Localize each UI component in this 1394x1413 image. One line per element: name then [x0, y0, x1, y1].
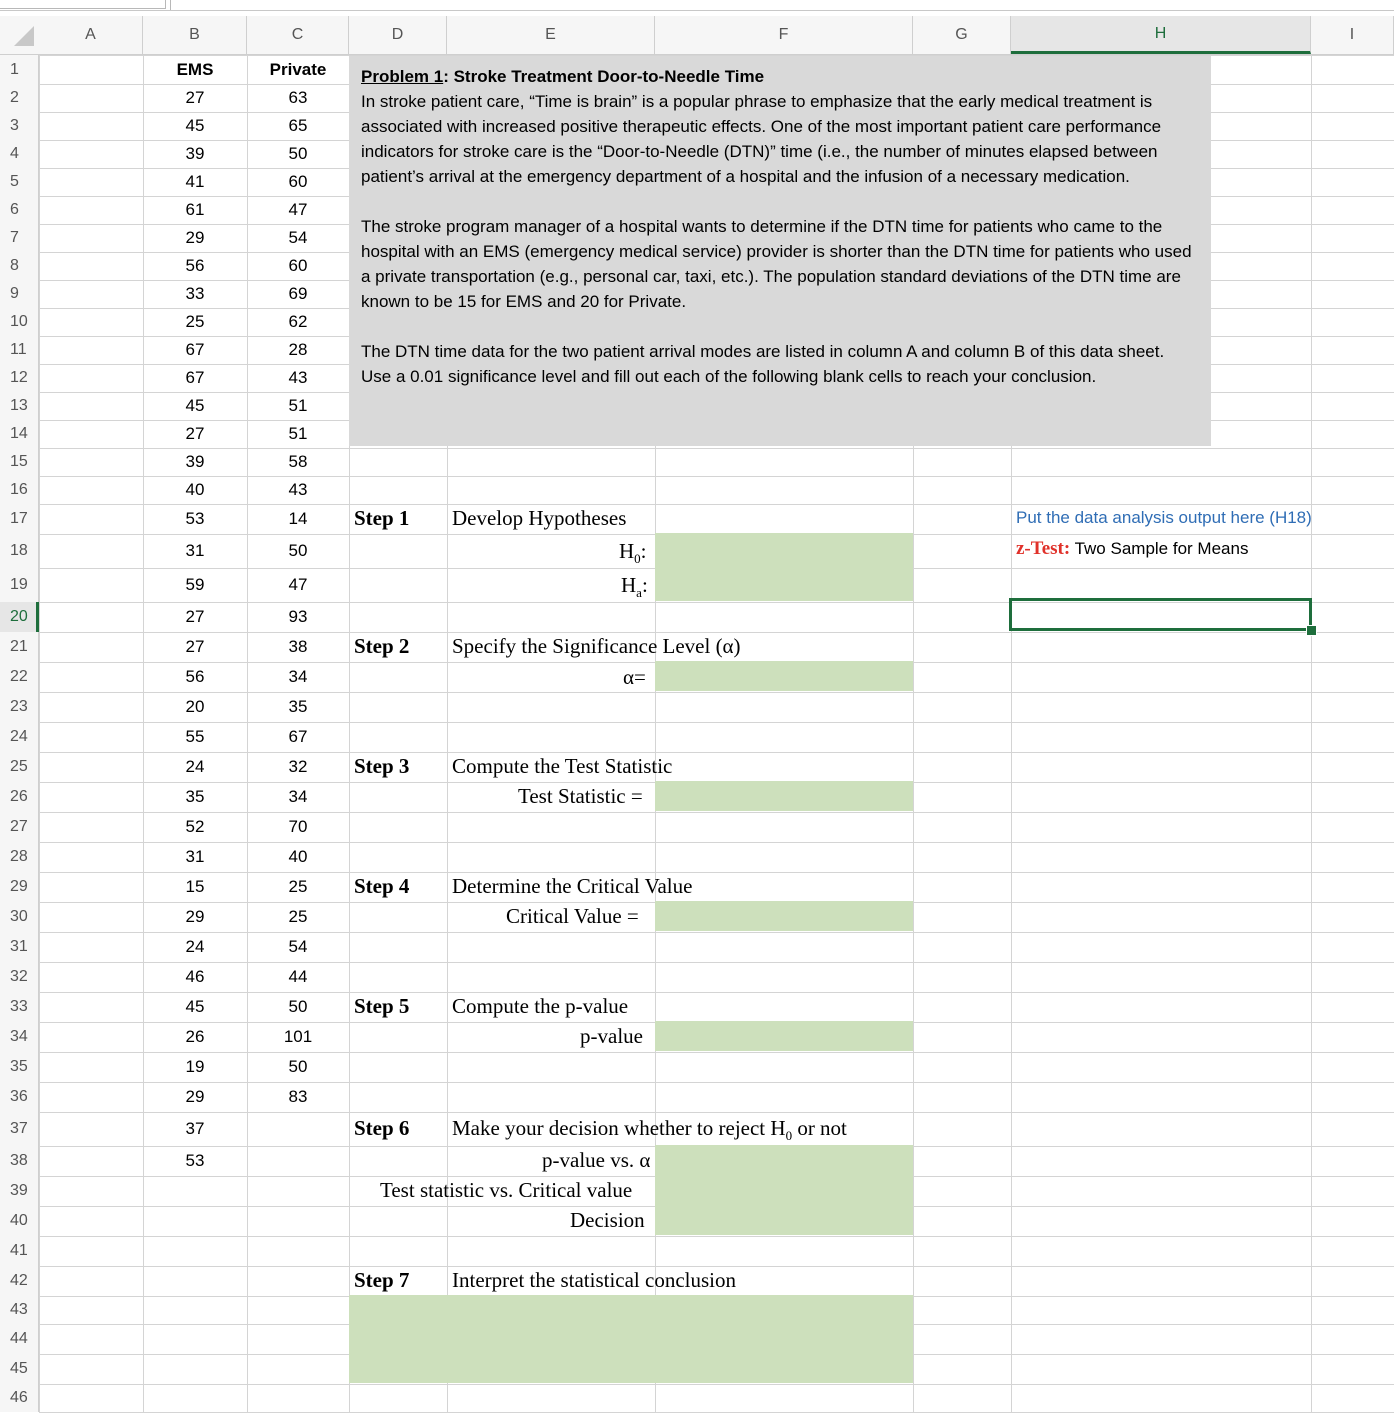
- private-value-cell[interactable]: 32: [288, 757, 308, 776]
- private-value-cell[interactable]: 25: [288, 877, 308, 896]
- problem-description: [349, 56, 1211, 446]
- private-value-cell[interactable]: 65: [288, 116, 308, 135]
- ems-value-cell[interactable]: 25: [185, 312, 205, 331]
- critical-value-input-cell[interactable]: [655, 901, 913, 931]
- ems-value-cell[interactable]: 55: [185, 727, 205, 746]
- problem-paragraph-2: The stroke program manager of a hospital wants to determine if the DTN time for patients who came to the hospital with an EMS (emergency medical service) provider is shorter than the DTN time for patients who used a private transportation (e.g., personal car, taxi, etc.). The population standard deviations of the DTN time are known to be 15 for EMS and 20 for Private.: [361, 217, 1192, 311]
- ems-value-cell[interactable]: 67: [185, 368, 205, 387]
- private-value-cell[interactable]: 47: [288, 575, 308, 594]
- row-header-40[interactable]: 40: [0, 1206, 39, 1236]
- step3-title: Compute the Test Statistic: [452, 754, 673, 778]
- row-header-15[interactable]: 15: [0, 448, 39, 476]
- problem-paragraph-1: In stroke patient care, “Time is brain” is a popular phrase to emphasize that the early medical treatment is associated with increased positive therapeutic effects. One of the most important patient care performance indicators for stroke care is the “Door-to-Needle (DTN)” time (i.e., the number of minutes elapsed between patient’s arrival at the emergency department of a hospital and the infusion of a necessary medication.: [361, 92, 1162, 186]
- ems-value-cell[interactable]: 40: [185, 480, 205, 499]
- step5-label: Step 5: [354, 994, 410, 1018]
- p-value-input-cell[interactable]: [655, 1021, 913, 1051]
- private-value-cell[interactable]: 50: [288, 997, 308, 1016]
- ha-colon: :: [641, 573, 648, 597]
- private-value-cell[interactable]: 54: [288, 228, 308, 247]
- row-header-23[interactable]: 23: [0, 692, 39, 722]
- test-statistic-label: Test Statistic =: [518, 784, 643, 808]
- column-header-b[interactable]: B: [143, 16, 247, 54]
- row-header-30[interactable]: 30: [0, 902, 39, 932]
- step1-label: Step 1: [354, 506, 410, 530]
- private-value-cell[interactable]: 50: [288, 1057, 308, 1076]
- row-header-22[interactable]: 22: [0, 662, 39, 692]
- row-header-38[interactable]: 38: [0, 1146, 39, 1176]
- row-header-32[interactable]: 32: [0, 962, 39, 992]
- ems-value-cell[interactable]: 35: [185, 787, 205, 806]
- grid-hline: [39, 1266, 1394, 1267]
- ems-value-cell[interactable]: 27: [185, 88, 205, 107]
- step7-label: Step 7: [354, 1268, 410, 1292]
- ems-value-cell[interactable]: 24: [185, 937, 205, 956]
- row-header-10[interactable]: 10: [0, 308, 39, 336]
- private-value-cell[interactable]: 28: [288, 340, 308, 359]
- row-header-24[interactable]: 24: [0, 722, 39, 752]
- step2-title: Specify the Significance Level (α): [452, 634, 741, 658]
- ems-value-cell[interactable]: 56: [185, 667, 205, 686]
- ems-value-cell[interactable]: 27: [185, 424, 205, 443]
- column-header-e[interactable]: E: [447, 16, 655, 54]
- private-value-cell[interactable]: 43: [288, 480, 308, 499]
- ems-value-cell[interactable]: 24: [185, 757, 205, 776]
- ems-value-cell[interactable]: 29: [185, 1087, 205, 1106]
- private-value-cell[interactable]: 70: [288, 817, 308, 836]
- row-header-31[interactable]: 31: [0, 932, 39, 962]
- grid-vline: [39, 55, 40, 1412]
- ems-value-cell[interactable]: 67: [185, 340, 205, 359]
- ztest-header: [1016, 538, 1248, 560]
- row-header-27[interactable]: 27: [0, 812, 39, 842]
- row-header-12[interactable]: 12: [0, 364, 39, 392]
- step4-label: Step 4: [354, 874, 410, 898]
- ztest-label: z-Test:: [1016, 538, 1071, 559]
- row-header-25[interactable]: 25: [0, 752, 39, 782]
- step6-title-subscript: 0: [785, 1128, 793, 1144]
- step6-title-post: or not: [792, 1116, 847, 1140]
- ems-value-cell[interactable]: 61: [185, 200, 205, 219]
- ems-value-cell[interactable]: 41: [185, 172, 205, 191]
- h0-input-cell[interactable]: [655, 533, 913, 601]
- ems-value-cell[interactable]: 27: [185, 637, 205, 656]
- column-header-d[interactable]: D: [349, 16, 447, 54]
- row-header-1[interactable]: 1: [0, 55, 39, 84]
- row-header-41[interactable]: 41: [0, 1236, 39, 1266]
- row-header-28[interactable]: 28: [0, 842, 39, 872]
- h0-letter: H: [619, 539, 635, 563]
- private-value-cell[interactable]: 51: [288, 424, 308, 443]
- row-header-35[interactable]: 35: [0, 1052, 39, 1082]
- ems-value-cell[interactable]: 45: [185, 116, 205, 135]
- decision-label: Decision: [570, 1208, 645, 1232]
- row-header-4[interactable]: 4: [0, 140, 39, 168]
- ha-label: [621, 573, 648, 601]
- row-header-19[interactable]: 19: [0, 568, 39, 602]
- output-instruction: Put the data analysis output here (H18): [1016, 508, 1312, 527]
- ems-value-cell[interactable]: 33: [185, 284, 205, 303]
- ems-value-cell[interactable]: 15: [185, 877, 205, 896]
- private-value-cell[interactable]: 47: [288, 200, 308, 219]
- ems-value-cell[interactable]: 45: [185, 997, 205, 1016]
- ems-value-cell[interactable]: 56: [185, 256, 205, 275]
- ems-value-cell[interactable]: 20: [185, 697, 205, 716]
- private-value-cell[interactable]: 60: [288, 256, 308, 275]
- private-value-cell[interactable]: 40: [288, 847, 308, 866]
- row-header-37[interactable]: 37: [0, 1112, 39, 1146]
- row-header-5[interactable]: 5: [0, 168, 39, 196]
- private-value-cell[interactable]: 35: [288, 697, 308, 716]
- ems-value-cell[interactable]: 29: [185, 228, 205, 247]
- private-value-cell[interactable]: 83: [288, 1087, 308, 1106]
- ha-subscript: a: [636, 585, 642, 601]
- column-header-f[interactable]: F: [655, 16, 913, 54]
- stat-vs-critical-label: Test statistic vs. Critical value: [380, 1178, 633, 1202]
- private-value-cell[interactable]: 93: [288, 607, 308, 626]
- row-header-21[interactable]: 21: [0, 632, 39, 662]
- ems-value-cell[interactable]: 26: [185, 1027, 205, 1046]
- private-value-cell[interactable]: 67: [288, 727, 308, 746]
- h0-colon: :: [640, 539, 647, 563]
- row-header-3[interactable]: 3: [0, 112, 39, 140]
- column-header-g[interactable]: G: [913, 16, 1011, 54]
- grid-hline: [39, 1236, 1394, 1237]
- step5-title: Compute the p-value: [452, 994, 629, 1018]
- ha-letter: H: [621, 573, 637, 597]
- private-value-cell[interactable]: 34: [288, 667, 308, 686]
- row-header-6[interactable]: 6: [0, 196, 39, 224]
- ems-value-cell[interactable]: 29: [185, 907, 205, 926]
- ems-value-cell[interactable]: 53: [185, 509, 205, 528]
- private-value-cell[interactable]: 62: [288, 312, 308, 331]
- private-value-cell[interactable]: 50: [288, 144, 308, 163]
- row-header-26[interactable]: 26: [0, 782, 39, 812]
- private-value-cell[interactable]: 54: [288, 937, 308, 956]
- active-cell-h20[interactable]: [1009, 598, 1312, 631]
- pvalue-vs-alpha-label: p-value vs. α: [542, 1148, 651, 1172]
- step6-label: Step 6: [354, 1116, 410, 1140]
- private-value-cell[interactable]: 14: [288, 509, 308, 528]
- grid-hline: [39, 1384, 1394, 1385]
- select-all-triangle-icon: [14, 26, 34, 46]
- p-value-label: p-value: [580, 1024, 643, 1048]
- private-value-cell[interactable]: 34: [288, 787, 308, 806]
- row-header-8[interactable]: 8: [0, 252, 39, 280]
- column-header-h[interactable]: H: [1011, 16, 1311, 54]
- problem-paragraph-3: The DTN time data for the two patient arrival modes are listed in column A and column B of this data sheet. Use a 0.01 significance level and fill out each of the following blank cells to reach your conclusion.: [361, 342, 1165, 386]
- row-header-2[interactable]: 2: [0, 84, 39, 112]
- row-header-20[interactable]: 20: [0, 602, 39, 632]
- ems-value-cell[interactable]: 46: [185, 967, 205, 986]
- row-header-17[interactable]: 17: [0, 504, 39, 534]
- private-value-cell[interactable]: 38: [288, 637, 308, 656]
- row-header-43[interactable]: 43: [0, 1296, 39, 1324]
- ems-value-cell[interactable]: 31: [185, 847, 205, 866]
- row-header-44[interactable]: 44: [0, 1324, 39, 1354]
- ems-value-cell[interactable]: 37: [185, 1119, 205, 1138]
- problem-title-rest: : Stroke Treatment Door-to-Needle Time: [443, 67, 765, 86]
- private-value-cell[interactable]: 63: [288, 88, 308, 107]
- column-header-c[interactable]: C: [247, 16, 349, 54]
- step6-title: [452, 1116, 847, 1144]
- row-header-46[interactable]: 46: [0, 1384, 39, 1412]
- row-header-29[interactable]: 29: [0, 872, 39, 902]
- row-header-42[interactable]: 42: [0, 1266, 39, 1296]
- private-value-cell[interactable]: 101: [283, 1027, 313, 1046]
- private-value-cell[interactable]: 43: [288, 368, 308, 387]
- row-header-45[interactable]: 45: [0, 1354, 39, 1384]
- fill-handle[interactable]: [1306, 625, 1317, 636]
- test-statistic-input-cell[interactable]: [655, 781, 913, 811]
- critical-value-label: Critical Value =: [506, 904, 639, 928]
- ztest-rest: Two Sample for Means: [1070, 539, 1249, 558]
- grid-vline: [1311, 55, 1312, 1412]
- ems-value-cell[interactable]: 31: [185, 541, 205, 560]
- ems-value-cell[interactable]: 45: [185, 396, 205, 415]
- ems-value-cell[interactable]: 53: [185, 1151, 205, 1170]
- problem-title: [361, 64, 1199, 89]
- ems-value-cell[interactable]: 59: [185, 575, 205, 594]
- problem-title-prefix: Problem 1: [361, 67, 444, 86]
- row-header-11[interactable]: 11: [0, 336, 39, 364]
- alpha-input-cell[interactable]: [655, 661, 913, 691]
- private-value-cell[interactable]: 50: [288, 541, 308, 560]
- step4-title: Determine the Critical Value: [452, 874, 693, 898]
- private-value-cell[interactable]: 69: [288, 284, 308, 303]
- row-header-18[interactable]: 18: [0, 534, 39, 568]
- step3-label: Step 3: [354, 754, 410, 778]
- row-header-7[interactable]: 7: [0, 224, 39, 252]
- ems-value-cell[interactable]: 27: [185, 607, 205, 626]
- ems-value-cell[interactable]: 19: [185, 1057, 205, 1076]
- row-header-34[interactable]: 34: [0, 1022, 39, 1052]
- decision-input-cell[interactable]: [655, 1145, 913, 1235]
- private-value-cell[interactable]: 44: [288, 967, 308, 986]
- row-header-13[interactable]: 13: [0, 392, 39, 420]
- row-header-39[interactable]: 39: [0, 1176, 39, 1206]
- ems-value-cell[interactable]: 39: [185, 452, 205, 471]
- private-value-cell[interactable]: 60: [288, 172, 308, 191]
- column-header-a[interactable]: A: [39, 16, 143, 54]
- private-header-cell[interactable]: Private: [269, 59, 327, 79]
- h0-subscript: 0: [634, 551, 641, 567]
- private-value-cell[interactable]: 58: [288, 452, 308, 471]
- h0-label: [619, 539, 647, 567]
- alpha-label: α=: [623, 665, 646, 689]
- step2-label: Step 2: [354, 634, 410, 658]
- step7-title: Interpret the statistical conclusion: [452, 1268, 736, 1292]
- ems-header-cell[interactable]: EMS: [176, 59, 214, 79]
- row-header-33[interactable]: 33: [0, 992, 39, 1022]
- private-value-cell[interactable]: 25: [288, 907, 308, 926]
- column-header-i[interactable]: I: [1311, 16, 1394, 54]
- step6-title-pre: Make your decision whether to reject H: [452, 1116, 786, 1140]
- row-header-36[interactable]: 36: [0, 1082, 39, 1112]
- step1-title: Develop Hypotheses: [452, 506, 627, 530]
- private-value-cell[interactable]: 51: [288, 396, 308, 415]
- ems-value-cell[interactable]: 39: [185, 144, 205, 163]
- ems-value-cell[interactable]: 52: [185, 817, 205, 836]
- row-header-16[interactable]: 16: [0, 476, 39, 504]
- row-header-9[interactable]: 9: [0, 280, 39, 308]
- row-header-14[interactable]: 14: [0, 420, 39, 448]
- conclusion-input-cell[interactable]: [349, 1295, 913, 1383]
